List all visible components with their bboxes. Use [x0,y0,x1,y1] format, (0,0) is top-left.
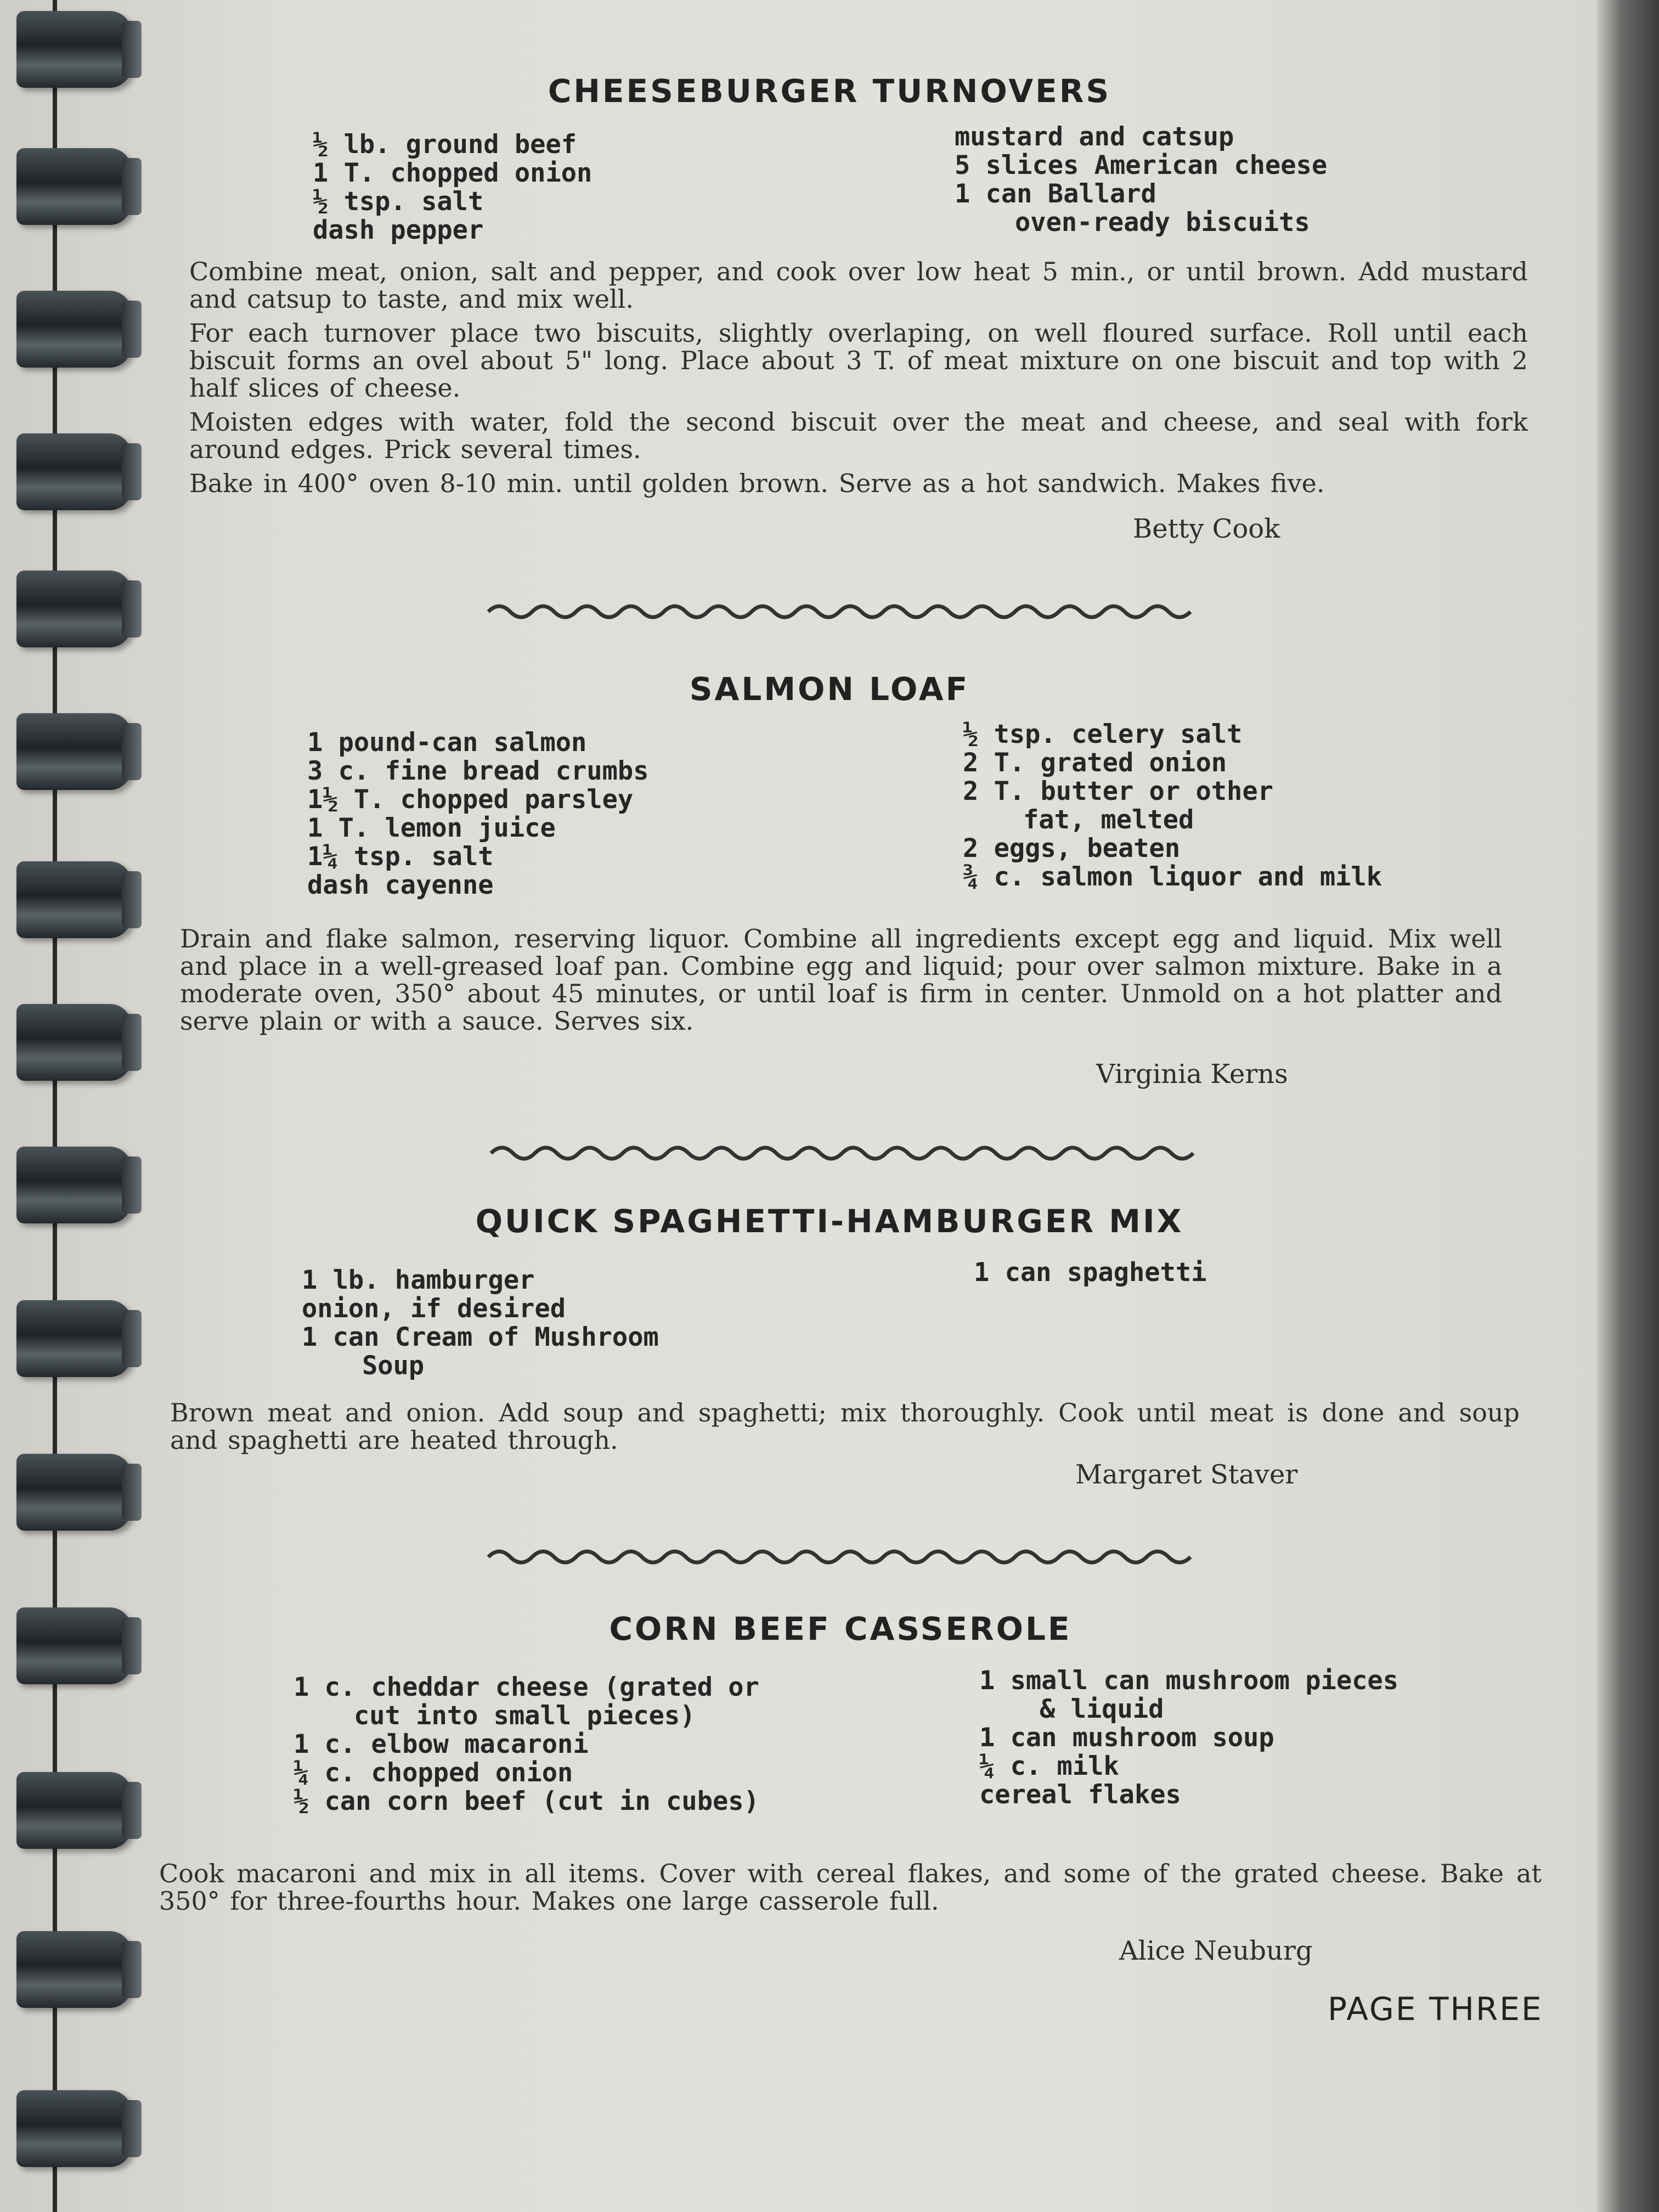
binding-coil [16,1772,132,1849]
ingredient: 1 T. chopped onion [313,158,592,188]
wavy-divider [483,1541,1207,1573]
ingredients-left [307,729,649,900]
ingredient: 1 can mushroom soup [979,1723,1274,1753]
binding-coil [16,433,132,510]
direction-paragraph: Bake in 400° oven 8-10 min. until golden brown. Serve as a hot sandwich. Makes five. [189,469,1325,498]
ingredient: ½ tsp. celery salt [963,719,1243,749]
binding-coil [16,1300,132,1377]
ingredient: 1 can spaghetti [974,1257,1207,1288]
ingredients-right [963,720,1382,891]
ingredient: 1½ T. chopped parsley [307,785,634,815]
binding-coil [16,713,132,790]
ingredient: 2 eggs, beaten [963,833,1181,864]
ingredient: 1 pound-can salmon [307,727,587,758]
ingredient: 1¼ tsp. salt [307,842,494,872]
recipe-directions [189,258,1528,504]
recipe-title: CHEESEBURGER TURNOVERS [548,72,1111,110]
ingredient: ¼ c. milk [979,1751,1119,1781]
binding-coil [16,1004,132,1081]
direction-paragraph: Drain and flake salmon, reserving liquor. Combine all ingredients except egg and liquid. Mix well and place in a well-greased loaf pan. Combine egg and liquid; pour over salmon mixture. Bake in a moderate oven, 350° about 45 minutes, or until loaf is firm in center. Unmold on a hot platter and serve plain or with a sauce. Serves six. [180,924,1502,1036]
recipe-author: Alice Neuburg [1119,1936,1313,1966]
page-number: PAGE THREE [1328,1990,1543,2028]
ingredient: dash pepper [313,215,484,245]
ingredient: 5 slices American cheese [955,150,1328,180]
ingredient: ½ lb. ground beef [313,129,577,160]
binding-coil [16,571,132,647]
ingredient: 2 T. grated onion [963,748,1227,778]
ingredient: ½ tsp. salt [313,187,484,217]
ingredient: 1 small can mushroom pieces [979,1666,1399,1696]
ingredients-left [294,1673,759,1816]
ingredient: 1 lb. hamburger [302,1265,535,1295]
direction-paragraph: Combine meat, onion, salt and pepper, and cook over low heat 5 min., or until brown. Add mustard and catsup to taste, and mix well. [189,257,1528,314]
direction-paragraph: For each turnover place two biscuits, slightly overlaping, on well floured surface. Roll until each biscuit forms an ovel about 5" long. Place about 3 T. of meat mixture on one biscuit and top with 2 half slices of cheese. [189,318,1528,403]
ingredient: ¼ c. chopped onion [294,1758,573,1788]
wavy-divider [486,1137,1210,1170]
recipe-author: Virginia Kerns [1096,1059,1288,1090]
ingredient: 3 c. fine bread crumbs [307,756,649,786]
ingredient: 1 c. elbow macaroni [294,1729,589,1759]
ingredient: 1 can Cream of Mushroom [302,1322,659,1352]
ingredient: cereal flakes [979,1780,1181,1810]
binding-coil [16,1931,132,2008]
ingredients-right [974,1259,1206,1287]
recipe-directions [180,925,1502,1041]
recipe-title: CORN BEEF CASSEROLE [609,1610,1072,1647]
ingredient: dash cayenne [307,870,494,900]
recipe-author: Margaret Staver [1075,1459,1298,1490]
direction-paragraph: Cook macaroni and mix in all items. Cover with cereal flakes, and some of the grated cheese. Bake at 350° for three-fourths hour. Makes one large casserole full. [159,1859,1542,1916]
ingredient: onion, if desired [302,1294,566,1324]
ingredient: 1 c. cheddar cheese (grated or [294,1672,759,1702]
binding-coil [16,1454,132,1531]
binding-coil [16,291,132,368]
wavy-divider [483,595,1207,628]
ingredient: 1 can Ballard [955,179,1156,209]
direction-paragraph: Brown meat and onion. Add soup and spaghetti; mix thoroughly. Cook until meat is done and soup and spaghetti are heated through. [170,1398,1520,1455]
ingredient: & liquid [1040,1694,1164,1724]
ingredient: Soup [362,1351,425,1381]
page-edge-shadow [1596,0,1659,2212]
ingredient: cut into small pieces) [354,1701,696,1731]
recipe-author: Betty Cook [1133,514,1280,544]
ingredient: 1 T. lemon juice [307,813,556,843]
recipe-title: QUICK SPAGHETTI-HAMBURGER MIX [475,1203,1184,1240]
binding-coil [16,861,132,938]
recipe-directions [170,1399,1520,1460]
ingredients-left [313,131,592,245]
ingredient: mustard and catsup [955,122,1234,152]
binding-coil [16,148,132,225]
ingredients-right [955,123,1327,237]
ingredient: 2 T. butter or other [963,776,1273,806]
direction-paragraph: Moisten edges with water, fold the second biscuit over the meat and cheese, and seal with fork around edges. Prick several times. [189,407,1528,464]
recipe-directions [159,1860,1542,1921]
ingredient: oven-ready biscuits [1015,207,1310,238]
binding-coil [16,2090,132,2167]
recipe-title: SALMON LOAF [689,670,970,708]
ingredients-left [302,1266,659,1380]
ingredient: ½ can corn beef (cut in cubes) [294,1786,759,1816]
ingredient: fat, melted [1023,805,1194,835]
ingredient: ¾ c. salmon liquor and milk [963,862,1383,892]
ingredients-right [979,1667,1398,1809]
